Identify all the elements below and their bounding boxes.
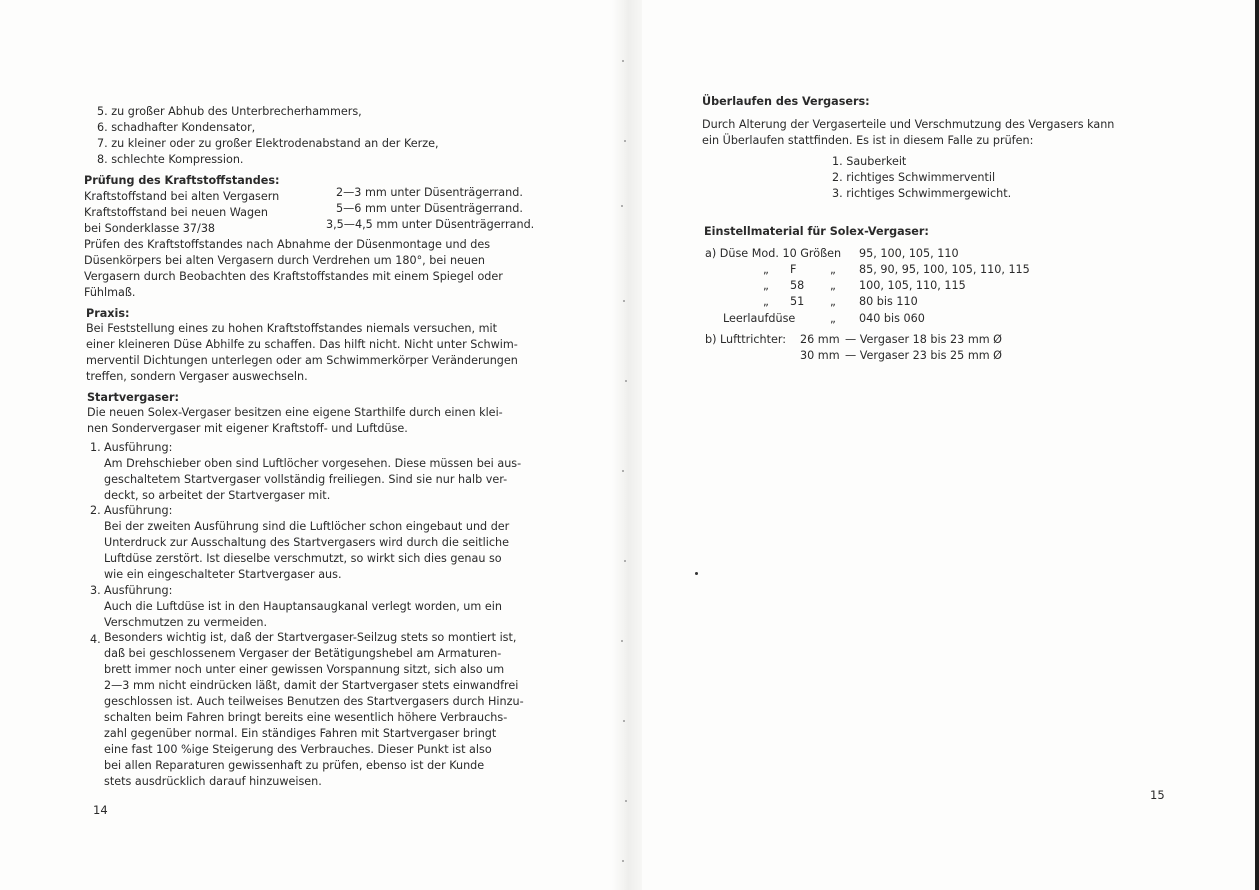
material-b-label: b) Lufttrichter:: [705, 333, 787, 346]
item-line: schalten beim Fahren bringt bereits eine wesentlich höhere Verbrauchs-: [104, 711, 508, 724]
material-values: 040 bis 060: [859, 312, 925, 325]
item-title: Ausführung:: [104, 584, 173, 597]
left-page: [0, 0, 622, 890]
material-values: 95, 100, 105, 110: [859, 247, 959, 260]
section-heading-overflow: Überlaufen des Vergasers:: [702, 95, 870, 108]
paragraph-line: Vergasern durch Beobachten des Kraftstoffstandes mit einem Spiegel oder: [84, 270, 503, 283]
venturi-desc: — Vergaser 23 bis 25 mm Ø: [845, 349, 1002, 362]
fuel-row-value: 5—6 mm unter Düsenträgerrand.: [336, 202, 523, 215]
list-item: 8. schlechte Kompression.: [97, 153, 244, 166]
paragraph-line: einer kleineren Düse Abhilfe zu schaffen. Das hilft nicht. Nicht unter Schwim-: [86, 338, 518, 351]
material-values: 80 bis 110: [859, 295, 918, 308]
section-heading-material: Einstellmaterial für Solex-Vergaser:: [704, 225, 929, 238]
fuel-row-label: bei Sonderklasse 37/38: [84, 222, 216, 235]
material-values: 85, 90, 95, 100, 105, 110, 115: [859, 263, 1030, 276]
item-number: 1.: [90, 441, 101, 454]
item-line: zahl gegenüber normal. Ein ständiges Fahren mit Startvergaser bringt: [104, 727, 497, 740]
item-line: Auch die Luftdüse ist in den Hauptansaugkanal verlegt worden, um ein: [104, 600, 502, 613]
ditto-mark: „: [830, 312, 836, 325]
paragraph-line: Prüfen des Kraftstoffstandes nach Abnahme der Düsenmontage und des: [84, 238, 491, 251]
fuel-row-label: Kraftstoffstand bei neuen Wagen: [84, 206, 269, 219]
item-number: 4.: [90, 633, 101, 646]
material-values: 100, 105, 110, 115: [859, 279, 966, 292]
paragraph-line: ein Überlaufen stattfinden. Es ist in diesem Falle zu prüfen:: [702, 134, 1034, 147]
item-title: Ausführung:: [104, 441, 173, 454]
paragraph-line: treffen, sondern Vergaser auswechseln.: [86, 370, 308, 383]
list-item: 7. zu kleiner oder zu großer Elektrodenabstand an der Kerze,: [97, 137, 439, 150]
item-line: Am Drehschieber oben sind Luftlöcher vorgesehen. Diese müssen bei aus-: [104, 457, 522, 470]
paragraph-line: Durch Alterung der Vergaserteile und Verschmutzung des Vergasers kann: [702, 118, 1115, 131]
ditto-mark: „: [763, 263, 769, 276]
material-a-label: a) Düse Mod. 10 Größen: [705, 247, 842, 260]
venturi-desc: — Vergaser 18 bis 23 mm Ø: [845, 333, 1002, 346]
page-number: 14: [93, 803, 108, 817]
fuel-row-value: 2—3 mm unter Düsenträgerrand.: [336, 186, 523, 199]
check-item: 2. richtiges Schwimmerventil: [832, 171, 996, 184]
item-line: eine fast 100 %ige Steigerung des Verbrauches. Dieser Punkt ist also: [104, 743, 492, 756]
page-number: 15: [1150, 788, 1165, 802]
paragraph-line: Düsenkörpers bei alten Vergasern durch Verdrehen um 180°, bei neuen: [84, 254, 485, 267]
section-heading-praxis: Praxis:: [86, 307, 130, 320]
list-item: 6. schadhafter Kondensator,: [97, 121, 256, 134]
ditto-mark: „: [830, 279, 836, 292]
item-line: deckt, so arbeitet der Startvergaser mit.: [104, 489, 331, 502]
item-line: Unterdruck zur Ausschaltung des Startvergasers wird durch die seitliche: [104, 536, 509, 549]
check-item: 3. richtiges Schwimmergewicht.: [832, 187, 1012, 200]
item-line: wie ein eingeschalteter Startvergaser aus.: [104, 568, 342, 581]
list-item: 5. zu großer Abhub des Unterbrecherhammers,: [97, 105, 362, 118]
paragraph-line: Fühlmaß.: [84, 286, 136, 299]
item-line: 2—3 mm nicht eindrücken läßt, damit der Startvergaser stets einwandfrei: [104, 679, 519, 692]
venturi-size: 26 mm: [800, 333, 840, 346]
paragraph-line: nen Sondervergaser mit eigener Kraftstoff- und Luftdüse.: [87, 422, 408, 435]
material-model: 58: [790, 279, 805, 292]
fuel-row-label: Kraftstoffstand bei alten Vergasern: [84, 190, 280, 203]
venturi-size: 30 mm: [800, 349, 840, 362]
material-label: Leerlaufdüse: [723, 312, 796, 325]
item-line: bei allen Reparaturen gewissenhaft zu prüfen, ebenso ist der Kunde: [104, 759, 485, 772]
item-line: geschlossen ist. Auch teilweises Benutzen des Startvergasers durch Hinzu-: [104, 695, 524, 708]
item-line: brett immer noch unter einer gewissen Vorspannung sitzt, sich also um: [104, 663, 505, 676]
item-line: stets ausdrücklich darauf hinzuweisen.: [104, 775, 322, 788]
paragraph-line: merventil Dichtungen unterlegen oder am Schwimmerkörper Veränderungen: [86, 354, 518, 367]
ditto-mark: „: [763, 279, 769, 292]
item-line: Luftdüse zerstört. Ist dieselbe verschmutzt, so wirkt sich dies genau so: [104, 552, 502, 565]
material-model: 51: [790, 295, 805, 308]
material-model: F: [790, 263, 797, 276]
ditto-mark: „: [830, 295, 836, 308]
section-heading-fuel-level: Prüfung des Kraftstoffstandes:: [84, 174, 280, 187]
item-number: 3.: [90, 584, 101, 597]
check-item: 1. Sauberkeit: [832, 155, 907, 168]
paragraph-line: Die neuen Solex-Vergaser besitzen eine eigene Starthilfe durch einen klei-: [87, 406, 503, 419]
fuel-row-value: 3,5—4,5 mm unter Düsenträgerrand.: [326, 218, 535, 231]
item-line: Bei der zweiten Ausführung sind die Luftlöcher schon eingebaut und der: [104, 520, 510, 533]
item-title: Ausführung:: [104, 504, 173, 517]
ditto-mark: „: [763, 295, 769, 308]
item-title: Besonders wichtig ist, daß der Startvergaser-Seilzug stets so montiert ist,: [104, 631, 517, 644]
section-heading-startvergaser: Startvergaser:: [87, 391, 180, 404]
item-line: Verschmutzen zu vermeiden.: [104, 616, 268, 629]
item-line: daß bei geschlossenem Vergaser der Betätigungshebel am Armaturen-: [104, 647, 502, 660]
item-line: geschaltetem Startvergaser vollständig freiliegen. Sind sie nur halb ver-: [104, 473, 508, 486]
ditto-mark: „: [830, 263, 836, 276]
item-number: 2.: [90, 504, 101, 517]
paragraph-line: Bei Feststellung eines zu hohen Kraftstoffstandes niemals versuchen, mit: [86, 322, 498, 335]
scan-speck: [695, 572, 698, 575]
right-page: [640, 0, 1259, 890]
